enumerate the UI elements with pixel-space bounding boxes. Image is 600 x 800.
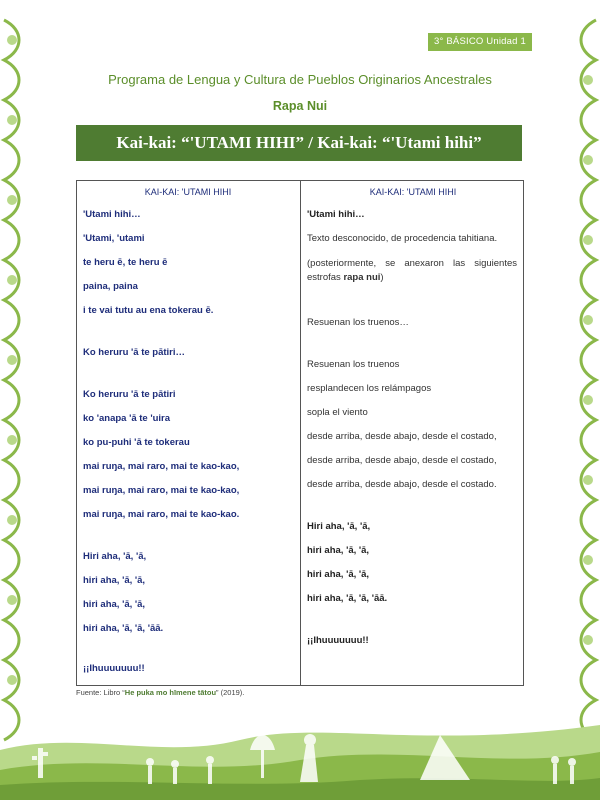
left-line: hiri aha, 'ā, 'ā, 'āā. bbox=[83, 623, 164, 634]
right-line: desde arriba, desde abajo, desde el costado. bbox=[307, 479, 497, 490]
left-line: hiri aha, 'ā, 'ā, bbox=[83, 575, 146, 586]
left-line: Ko heruru 'ā te pātiri… bbox=[83, 347, 186, 358]
right-line: sopla el viento bbox=[307, 407, 368, 418]
left-line: ko 'anapa 'ā te 'uira bbox=[83, 413, 171, 424]
grade-unit-badge: 3° BÁSICO Unidad 1 bbox=[428, 33, 532, 51]
right-line: hiri aha, 'ā, 'ā, 'āā. bbox=[307, 593, 388, 604]
column-divider bbox=[300, 181, 301, 685]
right-line: Texto desconocido, de procedencia tahitiana. bbox=[307, 233, 498, 244]
language-subtitle: Rapa Nui bbox=[272, 99, 328, 113]
left-line: Ko heruru 'ā te pātiri bbox=[83, 389, 176, 400]
left-line: paina, paina bbox=[83, 281, 138, 292]
right-line: hiri aha, 'ā, 'ā, bbox=[307, 545, 370, 556]
left-decorative-border bbox=[0, 0, 28, 800]
right-line: desde arriba, desde abajo, desde el costado, bbox=[307, 455, 497, 466]
left-line: ko pu-puhi 'ā te tokerau bbox=[83, 437, 190, 448]
left-line: mai ruŋa, mai raro, mai te kao-kao. bbox=[83, 509, 240, 520]
left-column-header: KAI-KAI: 'UTAMI HIHI bbox=[144, 187, 232, 197]
left-line: hiri aha, 'ā, 'ā, bbox=[83, 599, 146, 610]
right-line: 'Utami hihi… bbox=[307, 209, 365, 220]
song-table bbox=[76, 180, 524, 686]
book-title: He puka mo hīmene tātou bbox=[124, 688, 217, 697]
rapa-nui-emphasis: rapa nui bbox=[343, 272, 381, 283]
left-line: ¡¡Ihuuuuuuu!! bbox=[83, 663, 145, 674]
left-line: te heru ē, te heru ē bbox=[83, 257, 168, 268]
right-line: desde arriba, desde abajo, desde el costado, bbox=[307, 431, 497, 442]
left-line: i te vai tutu au ena tokerau ē. bbox=[83, 305, 214, 316]
left-line: 'Utami hihi… bbox=[83, 209, 141, 220]
program-title: Programa de Lengua y Cultura de Pueblos Originarios Ancestrales bbox=[108, 72, 492, 87]
right-line: Hiri aha, 'ā, 'ā, bbox=[307, 521, 371, 532]
right-line: ¡¡Ihuuuuuuu!! bbox=[307, 635, 369, 646]
right-line: Resuenan los truenos bbox=[307, 359, 400, 370]
right-paragraph: (posteriormente, se anexaron las siguientes estrofas rapa nui) bbox=[307, 258, 517, 283]
right-decorative-border bbox=[572, 0, 600, 800]
left-line: mai ruŋa, mai raro, mai te kao-kao, bbox=[83, 485, 240, 496]
left-line: Hiri aha, 'ā, 'ā, bbox=[83, 551, 147, 562]
left-line: 'Utami, 'utami bbox=[83, 233, 145, 244]
right-line: hiri aha, 'ā, 'ā, bbox=[307, 569, 370, 580]
page-title: Kai-kai: “'UTAMI HIHI” / Kai-kai: “'Utami hihi” bbox=[76, 125, 522, 161]
right-line: Resuenan los truenos… bbox=[307, 317, 409, 328]
right-line: resplandecen los relámpagos bbox=[307, 383, 432, 394]
right-column-header: KAI-KAI: 'UTAMI HIHI bbox=[369, 187, 457, 197]
left-line: mai ruŋa, mai raro, mai te kao-kao, bbox=[83, 461, 240, 472]
source-citation: Fuente: Libro “He puka mo hīmene tātou” (2019). bbox=[76, 688, 245, 697]
landscape-illustration bbox=[0, 690, 600, 800]
